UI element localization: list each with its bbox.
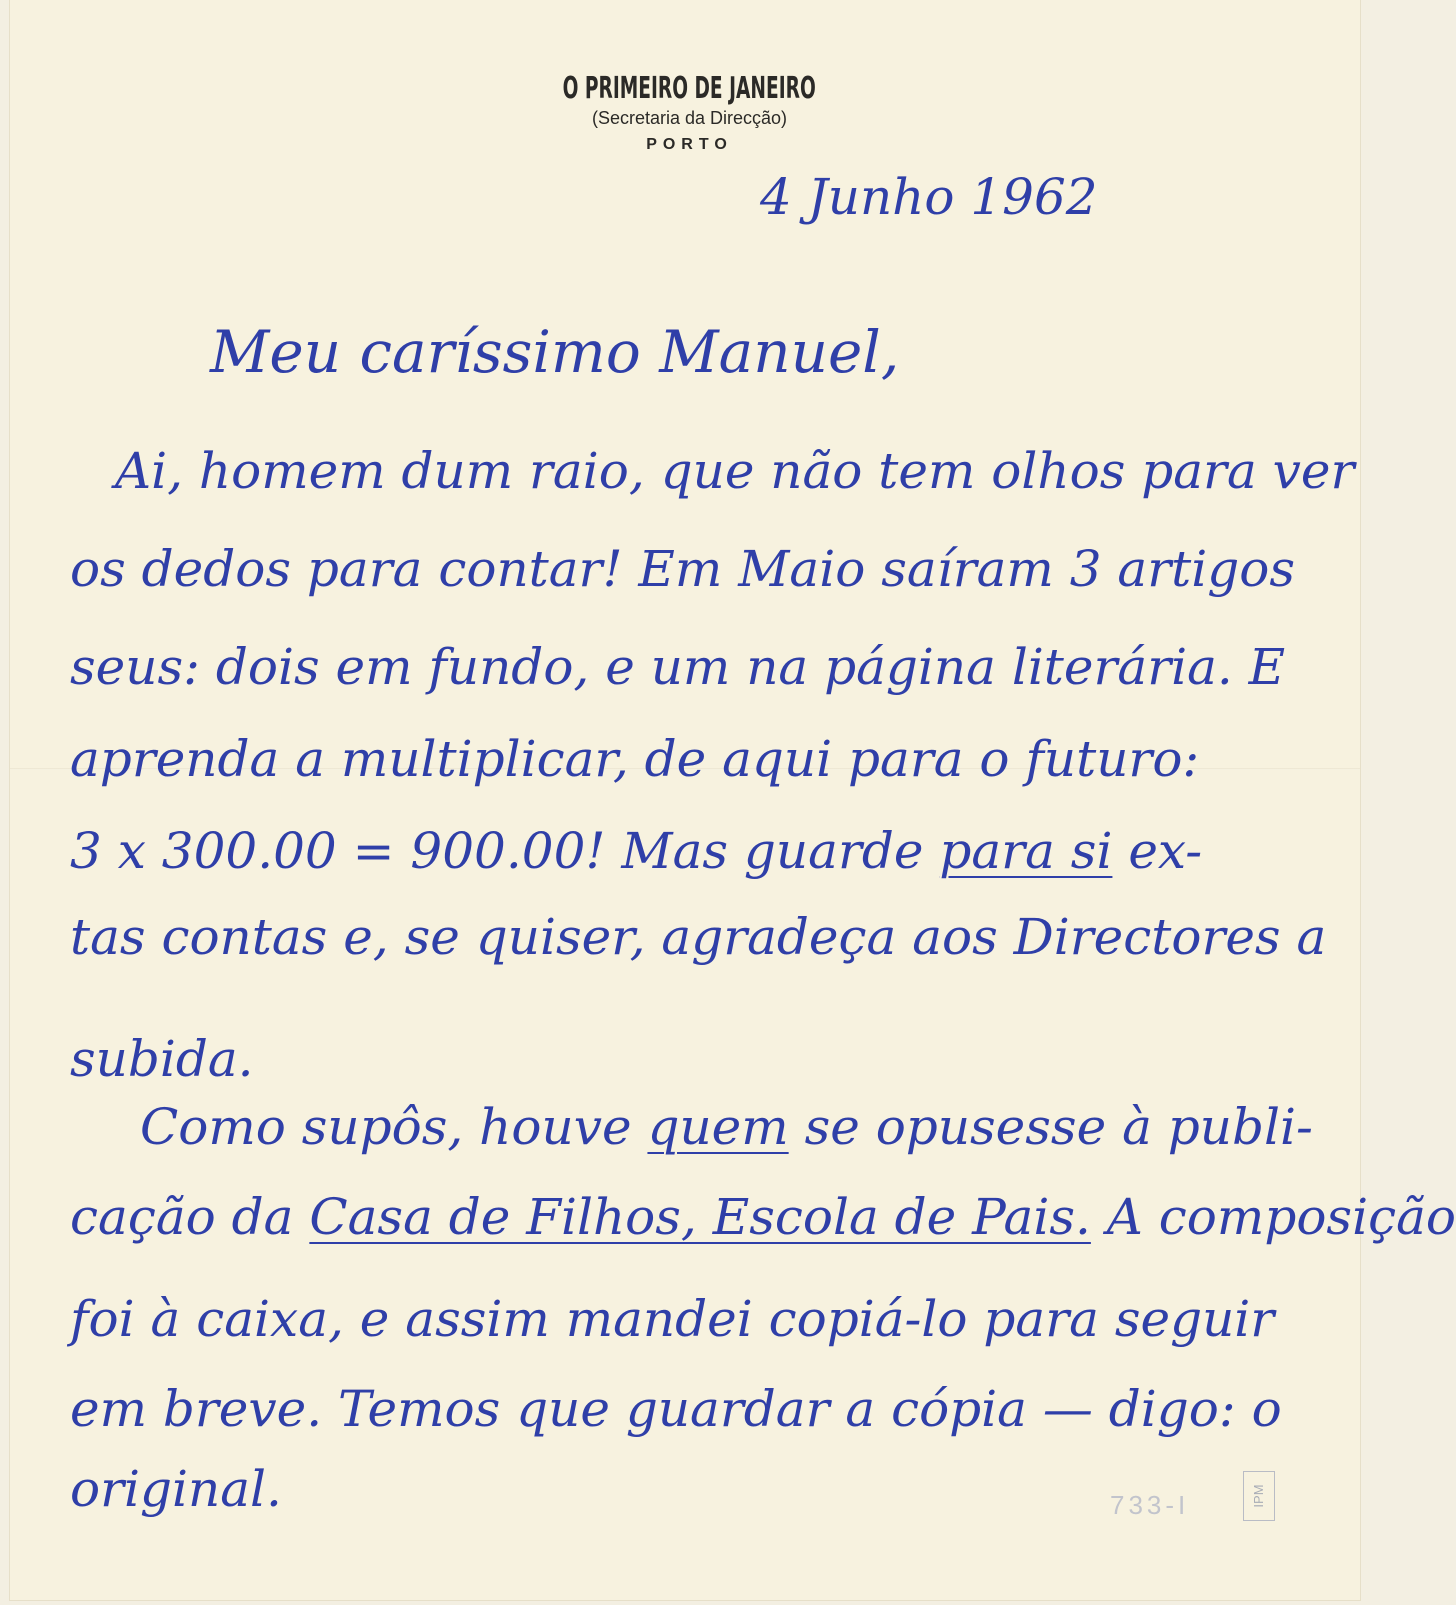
letter-line: em breve. Temos que guardar a cópia — digo: o [70,1380,1282,1438]
letter-line: seus: dois em fundo, e um na página literária. E [70,638,1286,696]
letter-text: ex- [1128,822,1203,880]
letter-line: aprenda a multiplicar, de aqui para o futuro: [70,730,1200,788]
letter-text: cação da [70,1188,294,1246]
letter-line: Ai, homem dum raio, que não tem olhos para ver [115,442,1355,500]
letter-date: 4 Junho 1962 [760,168,1098,226]
archive-mark: 733-I [1110,1490,1190,1520]
underlined-text: quem [647,1098,789,1156]
letterhead-subtitle: (Secretaria da Direcção) [591,108,788,128]
letter-line: os dedos para contar! Em Maio saíram 3 artigos [70,540,1295,598]
archive-stamp: IPM [1243,1471,1275,1521]
letterhead-title: O PRIMEIRO DE JANEIRO [562,71,817,106]
letter-line [70,1188,1456,1246]
letter-line: tas contas e, se quiser, agradeça aos Directores a [70,908,1327,966]
letter-line: original. [70,1460,282,1518]
letter-greeting: Meu caríssimo Manuel, [210,318,900,386]
letter-line: foi à caixa, e assim mandei copiá-lo para seguir [70,1290,1275,1348]
letter-text: Como supôs, houve [140,1098,632,1156]
letter-text: se opusesse à publi- [804,1098,1313,1156]
letter-line: subida. [70,1030,254,1088]
letter-text: A composição [1106,1188,1456,1246]
paper-sheet [10,0,1360,1600]
letterhead [0,72,1379,160]
letterhead-city: PORTO [646,136,733,153]
underlined-text: para si [939,822,1113,880]
letter-text: 3 x 300.00 = 900.00! Mas guarde [70,822,924,880]
letter-line [70,822,1202,880]
underlined-text: Casa de Filhos, Escola de Pais. [309,1188,1091,1246]
letter-line [140,1098,1313,1156]
